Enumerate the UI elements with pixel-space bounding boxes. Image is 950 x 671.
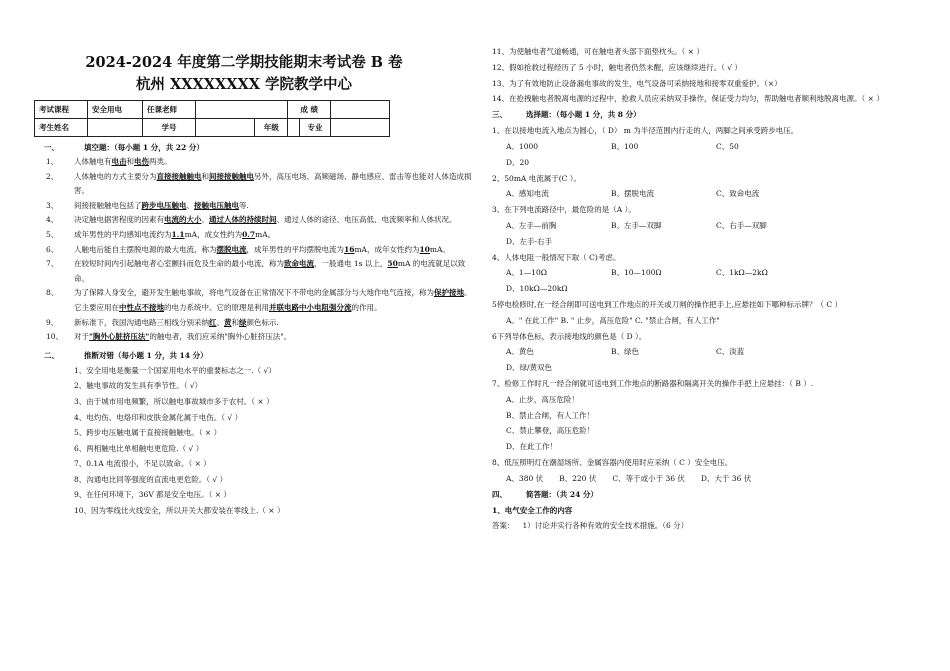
judge-question: 4、电灼伤、电烙印和皮肤金属化属于电伤。（ √ ） [74,412,243,422]
question-fragment: 另外，高压电场、高频磁场、静电感应、雷击等也能对人体造成损害。 [74,171,472,196]
question-7-options [492,392,922,455]
answer-blank: 电流的大小 [164,215,202,225]
question-7: 7、检修工作时凡一经合闸就可送电到工作地点的断路器和隔离开关的操作手把上应悬挂：（ B ）. [492,378,814,388]
answer-blank: 保护接地 [434,288,464,298]
question-fragment: 对于 [74,332,89,342]
question-fragment: mA，成年女性约为 [354,244,420,254]
question-number: 6、 [46,244,59,254]
judge-question: 8、沟通电比同等强度的直流电更危险。（ √ ） [74,474,228,484]
choice-option: C、右手—双脚 [716,220,767,230]
question-number: 2、 [46,171,59,181]
question-fragment: mA，成女性约为 [184,229,243,239]
left-column [34,52,474,519]
name-value [88,119,143,137]
judge-questions-cont [492,44,922,107]
question-text [74,213,474,228]
choice-option: C、致命电流 [716,189,760,199]
question-number: 9、 [46,317,59,327]
judge-question: 7、0.1A 电流很小，不足以致命。（ × ） [74,459,211,469]
question-text [74,286,474,315]
fill-question [34,155,474,170]
fill-question [34,330,474,345]
section-essay-heading: 四、 简答题：（共 24 分） [492,489,598,499]
choice-option: A、左手—前胸 [506,220,557,230]
course-label: 考试课程 [35,101,88,119]
choice-option: D、在此工作！ [506,442,558,452]
question-fragment: 和 [231,317,239,327]
question-fragment: 人体触电的方式主要分为 [74,171,157,181]
question-fragment: 成年男性的平均感知电流约为 [74,229,172,239]
question-fragment: 、 [186,200,194,210]
question-fragment: 的电力系统中。它的原理是利用 [164,302,269,312]
question-text [74,155,474,170]
essay-answer: 答案： 1）讨论并实行各种有效的安全技术措施。（6 分） [492,521,689,531]
judge-question: 12、假如抢救过程经历了 5 小时，触电者仍然未醒，应该继续进行。（ √ ） [492,62,742,72]
choice-option: A、黄色 [506,347,534,357]
fill-question [34,286,474,315]
question-5-options: A。" 在此工作" B. " 止步，高压危险" C. "禁止合闸，有人工作" [506,315,720,325]
question-fragment: ，成年男性的平均摆脱电流为 [246,244,344,254]
score-label: 成 绩 [288,101,331,119]
answer-blank: 50 [387,259,398,269]
choice-options [492,186,922,202]
question-number: 4、 [46,215,59,225]
answer-blank: 16 [344,244,355,254]
judge-question: 11、为使触电者气道畅通，可在触电者头部下面垫枕头。（ × ） [492,47,704,56]
essay-question-1: 1、电气安全工作的内容 [492,505,573,515]
question-fragment: 颜色标示. [246,317,279,327]
question-fragment: 和 [201,171,209,181]
name-label: 考生姓名 [35,119,88,137]
choice-option: B、禁止合闸，有人工作！ [506,410,595,420]
choice-option: A、380 伏 [506,473,544,483]
question-fragment: 、通过人体的途径、电压高低、电流频率和人体状况。 [276,215,457,225]
answer-blank: 间接接触触电 [209,171,254,181]
question-text [74,170,474,199]
question-text [74,199,474,214]
question-fragment: mA。 [429,244,450,254]
major-value [331,119,390,137]
answer-blank: 黄 [224,317,232,327]
question-fragment: 、 [216,317,224,327]
question-fragment: 。它主要应用在 [74,288,472,312]
right-column [492,44,922,534]
answer-blank: 绿 [239,317,247,327]
choice-option: D、左手-右手 [506,236,553,246]
fill-question [34,213,474,228]
question-fragment: 和 [126,157,134,166]
judge-question: 1、安全用电是衡量一个国家用电水平的重要标志之一.（ √） [74,365,276,375]
choice-option: A、感知电流 [506,189,549,199]
question-fragment: 为了保障人身安全，避开发生触电事故，将电气设备在正常情况下不带电的金属部分与大地作电气连接，称为 [74,288,434,298]
choice-option: C、50 [716,141,739,151]
teacher-label: 任课老师 [143,101,196,119]
choice-option: A、止步，高压危险！ [506,394,579,404]
answer-blank: 电伤 [134,157,149,166]
judge-question: 5、跨步电压触电属于直接接触触电。（ × ） [74,428,222,438]
fill-question [34,243,474,258]
question-fragment: 人触电后能自主摆脱电源的最大电流，称为 [74,244,217,254]
question-fragment: 间接接触触电包括了 [74,200,142,210]
choice-option: D、10kΩ—20kΩ [506,284,568,294]
choice-option: C、等于或小于 36 伏 [612,473,685,483]
school-title: 杭州 XXXXXXXX 学院教学中心 [135,76,353,93]
choice-option: D、大于 36 伏 [700,473,752,483]
question-text [74,330,474,345]
section-judge-heading: 二、 推断对错（每小题 1 分，共 14 分） [44,350,208,360]
question-fragment: 决定触电据害程度的因素有 [74,215,164,225]
choice-questions [492,123,922,297]
question-8: 8、低压照明灯在潮湿场所、金属容器内使用时应采纳（ C ）安全电压。 [492,457,733,467]
choice-options [492,218,922,250]
answer-blank: 通过人体的持续时间 [209,215,277,225]
choice-option: C、禁止攀登，高压危险！ [506,426,595,436]
fill-questions [34,155,474,345]
judge-question: 9、在任何环境下，36V 都是安全电压。（ × ） [74,490,231,500]
choice-option: B、绿色 [611,347,640,357]
section-fill-heading: 一、 填空题：（每小题 1 分，共 22 分） [44,143,204,152]
major-label: 专业 [300,119,331,137]
answer-blank: 并联电路中小电阻强分流 [269,302,352,312]
answer-blank: 摆脱电流 [216,244,247,254]
judge-question: 13、为了有效地防止设备漏电事故的发生，电气设备可采纳接地和接零双重爱护。（×） [492,78,782,88]
answer-blank: 1.1 [171,229,185,239]
choice-option: D、20 [506,157,530,167]
choice-option: B、10—100Ω [611,268,662,278]
answer-blank: 红 [209,317,217,327]
answer-blank: 直接接触触电 [156,171,202,181]
choice-options [492,139,922,171]
judge-questions [34,363,474,519]
choice-option: B、220 伏 [559,473,597,483]
choice-option: B、摆脱电流 [611,189,655,199]
question-fragment: 的作用。 [351,302,382,312]
question-fragment: 两类。 [149,157,172,166]
choice-option: B、左手—双脚 [611,220,662,230]
question-fragment: ，一般通电 1s 以上， [314,259,388,269]
teacher-value [196,101,288,119]
fill-question [34,257,474,286]
question-number: 3、 [46,200,59,210]
question-fragment: mA。 [255,229,276,239]
choice-question: 4、人体电阻一般情况下取（ C)考虑。 [492,252,621,262]
question-fragment: 、 [201,215,209,225]
choice-options [492,265,922,297]
judge-question: 10、因为零线比火线安全，所以开关大都安装在零线上.（ × ） [74,506,285,516]
answer-blank: 电击 [111,157,127,166]
answer-blank: 跨步电压触电 [141,200,187,210]
fill-question [34,199,474,214]
section-choice-heading: 三、 选择题：（每小题 1 分，共 8 分） [492,110,641,120]
choice-question: 3、在下列电流路径中，最危险的是（A ）。 [492,205,636,215]
judge-question: 3、由于城市用电频繁，所以触电事故城市多于农村。（ × ） [74,396,274,406]
choice-option: C、淡蓝 [716,347,745,357]
choice-option: C、1kΩ—2kΩ [716,268,768,278]
judge-question: 14、在抢拽触电者脱离电源的过程中，抢救人员应采纳双手操作，保证受力均匀，帮助触电者顺利地脱离电源。（ × ） [492,94,884,104]
score-value [331,101,390,119]
question-fragment: 的触电者，我们应采纳"胸外心脏挤压法"。 [149,332,292,342]
choice-option: A、1—10Ω [506,268,547,278]
question-number: 7、 [46,259,59,269]
answer-blank: 致命电流 [284,259,314,269]
judge-question: 2、触电事故的发生具有季节性。（ √） [74,381,203,391]
question-text [74,257,474,286]
exam-info-table [34,100,390,137]
question-fragment: 人体触电有 [74,157,112,166]
judge-question: 6、两相触电比单相触电更危险.（ √ ） [74,443,204,453]
question-text [74,243,474,258]
answer-blank: 0.7 [242,229,256,239]
question-5: 5停电检修时,在一经合闸即可送电到工作地点的开关或刀闸的操作把手上,应悬挂如下哪种标示牌？（ C ） [492,299,843,309]
question-number: 5、 [46,229,59,239]
id-label: 学号 [143,119,196,137]
choice-option: B、100 [611,141,639,151]
question-number: 8、 [46,288,59,298]
grade-value [288,119,300,137]
choice-question: 2、50mA 电流属于(C ）。 [492,173,582,183]
fill-question [34,316,474,331]
question-text [74,228,474,243]
choice-option: D、绿/黄双色 [506,363,553,373]
answer-blank: "胸外心脏挤压法" [89,332,150,342]
fill-question [34,170,474,199]
question-6: 6下列导体色标，表示接地线的颜色是（ D ）。 [492,331,647,341]
question-fragment: 等. [239,200,249,210]
question-text [74,316,474,331]
fill-question [34,228,474,243]
question-fragment: mA 的电流就足以致命。 [74,259,466,283]
question-6-options [492,344,922,376]
question-number: 10、 [46,332,64,342]
exam-title: 2024-2024 年度第二学期技能期末考试卷 B 卷 [85,54,403,71]
choice-question: 1、在以接地电流入地点为圆心，（ D） m 为半径范围内行走的人，两脚之间承受跨步电压。 [492,126,799,136]
answer-blank: 10 [419,244,430,254]
course-value: 安全用电 [88,101,143,119]
id-value [196,119,255,137]
choice-option: A、1000 [506,141,539,151]
question-8-options [492,471,922,487]
answer-blank: 接触电压触电 [194,200,239,210]
grade-label: 年级 [255,119,288,137]
question-fragment: 新标准下，我国沟通电路三相线分别采纳 [74,317,209,327]
answer-blank: 中性点不接地 [119,302,164,312]
question-number: 1、 [46,157,59,166]
question-fragment: 在较短时间内引起触电者心室颤抖而危及生命的最小电流，称为 [74,259,284,269]
